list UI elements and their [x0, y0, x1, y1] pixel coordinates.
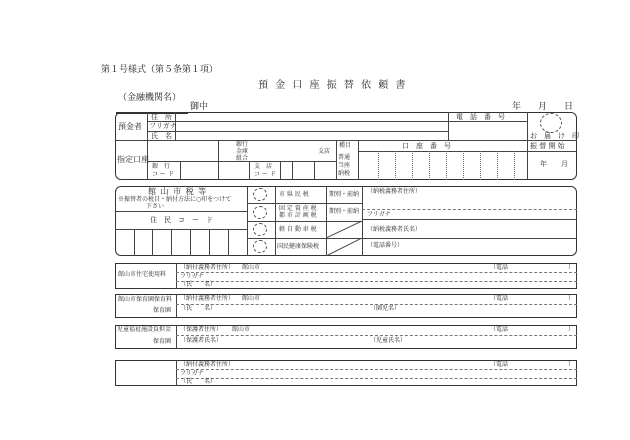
tax-instruction-2: 下さい — [146, 203, 165, 210]
housing-name-label: （氏 名） — [180, 281, 217, 288]
housing-phone-label: （電話 — [490, 264, 509, 271]
tax-circle-1[interactable] — [253, 188, 267, 201]
other-phone-close: ） — [568, 361, 575, 368]
seal-circle — [540, 113, 562, 133]
other-address-label: （納付義務者住所） — [180, 361, 235, 368]
nursery-name-label: （氏 名） — [180, 305, 217, 312]
tax-payer-furigana-label: フリガナ — [367, 211, 391, 218]
guardian-phone-close: ） — [568, 326, 575, 333]
resident-code-label: 住 民 コ ー ド — [150, 216, 213, 224]
other-name-label: （氏 名） — [180, 378, 217, 385]
bank-code-label-b: コ ー ド — [152, 171, 174, 178]
tax-item-property-b: 都 市 計 画 税 — [279, 212, 317, 219]
account-number-label: 口 座 番 号 — [402, 142, 451, 150]
tax-payer-phone-label: （電話番号） — [367, 242, 404, 249]
nursery-phone-close: ） — [568, 295, 575, 302]
bank-code-label-a: 銀 行 — [152, 163, 171, 170]
bank-type-kumiai: 組合 — [236, 155, 249, 162]
bank-type-kinko: 金庫 — [236, 148, 249, 155]
onchu-label: 御中 — [190, 102, 209, 112]
transfer-start-value: 年 月 — [540, 160, 568, 168]
guardian-name-label: （保護者氏名） — [180, 337, 223, 344]
child-name-label: （児童氏名） — [370, 337, 407, 344]
seal-label: お 届 け 印 — [530, 132, 579, 140]
nursery-label: 保育園 — [153, 307, 172, 314]
kind-label: 種目 — [339, 142, 352, 149]
date-month-label: 月 — [538, 102, 548, 112]
kind-nozei: 納税 — [338, 170, 351, 177]
depositor-label: 預金者 — [118, 122, 142, 131]
housing-address-label: （納付義務者住所） — [180, 264, 235, 271]
tax-item-citizen-method: 期別・前納 — [329, 191, 360, 198]
child-welfare-nursery-label: 保育園 — [153, 338, 172, 345]
health-method-slash — [326, 238, 362, 256]
branch-code-label-b: コ ー ド — [254, 171, 276, 178]
child-welfare-label: 児童福祉施設負担金 — [117, 326, 172, 333]
tax-city-label: 館 山 市 税 等 — [148, 187, 208, 196]
tax-item-vehicle: 軽 自 動 車 税 — [279, 226, 317, 233]
other-phone-label: （電話 — [490, 361, 509, 368]
tax-item-citizen: 市 県 民 税 — [279, 191, 309, 198]
housing-furigana-label: フリガナ — [180, 273, 204, 280]
designated-account-label: 指定口座 — [117, 155, 149, 164]
phone-label: 電 話 番 号 — [456, 113, 505, 121]
tax-circle-2[interactable] — [253, 206, 267, 219]
transfer-start-label: 振 替 開 始 — [530, 142, 565, 150]
bank-name-label: （金融機関名） — [118, 93, 182, 103]
other-furigana-label: フリガナ — [180, 370, 204, 377]
tax-item-property-a: 固 定 資 産 税 — [279, 205, 317, 212]
nursery-city: 館山市 — [242, 295, 261, 302]
branch-code-label-a: 支 店 — [254, 163, 273, 170]
nursery-phone-label: （電話 — [490, 295, 509, 302]
bank-type-ginko: 銀行 — [236, 141, 249, 148]
depositor-address-label: 住 所 — [151, 113, 172, 121]
tax-payer-name-label: （納税義務者氏名） — [367, 226, 422, 233]
tax-circle-3[interactable] — [253, 223, 267, 236]
guardian-address-label: （保護者住所） — [180, 326, 223, 333]
tax-item-health: 国民健康保険税 — [277, 243, 320, 250]
housing-phone-close: ） — [568, 264, 575, 271]
guardian-city: 館山市 — [232, 326, 251, 333]
depositor-furigana-label: フリガナ — [149, 122, 177, 130]
vehicle-method-slash — [326, 221, 362, 238]
kind-toza: 当座 — [338, 162, 351, 169]
guardian-phone-label: （電話 — [490, 326, 509, 333]
date-year-label: 年 — [512, 102, 522, 112]
date-day-label: 日 — [564, 102, 574, 112]
tax-item-property-method: 期別・前納 — [329, 208, 360, 215]
tax-payer-address-label: （納税義務者住所） — [367, 188, 422, 195]
kind-futsu: 普通 — [338, 154, 351, 161]
form-number: 第１号様式（第５条第１項） — [101, 65, 219, 75]
housing-fee-label: 館山市住宅使用料 — [118, 271, 167, 278]
nursery-address-label: （納付義務者住所） — [180, 295, 235, 302]
tax-circle-4[interactable] — [253, 240, 267, 253]
document-title: 預 金 口 座 振 替 依 頼 書 — [258, 80, 408, 91]
depositor-name-label: 氏 名 — [151, 132, 172, 140]
nursery-fee-label: 館山市保育園保育料 — [118, 296, 173, 303]
branch-type-label: 支店 — [318, 148, 331, 155]
nursery-child-label: （園児名） — [370, 305, 401, 312]
housing-city: 館山市 — [242, 264, 261, 271]
tax-instruction-1: ※振替者の税目・納付方法に○印をつけて — [118, 196, 232, 203]
